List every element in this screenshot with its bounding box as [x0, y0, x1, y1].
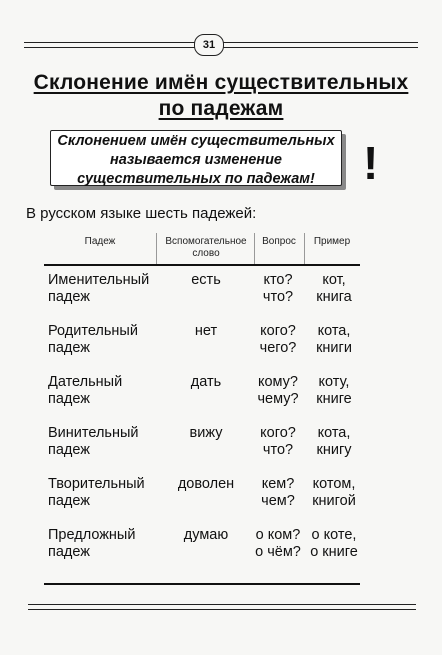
question-cell: [250, 272, 306, 306]
case-name-cell: [48, 527, 160, 561]
example-cell: [306, 527, 362, 561]
aux-word-cell: [168, 272, 244, 289]
question-text: кем?: [261, 476, 295, 492]
cases-table: [44, 233, 360, 263]
header-aux-line-2: слово: [192, 248, 220, 259]
header-example: Пример: [313, 236, 351, 247]
example-cell: [306, 476, 362, 510]
header-aux-word: [156, 236, 256, 260]
case-name-text: Творительный: [48, 476, 145, 492]
header-case: Падеж: [84, 236, 116, 247]
page-number: 31: [194, 34, 224, 56]
header-divider-1: [156, 233, 157, 265]
example-text: о книге: [310, 544, 358, 560]
table-row: [44, 272, 360, 322]
question-cell: [250, 425, 306, 459]
case-name-text: Предложный: [48, 527, 136, 543]
definition-line-2: называется изменение: [110, 152, 282, 168]
table-rule-top: [44, 264, 360, 266]
table-header: [44, 233, 360, 263]
header-aux-line-1: Вспомогательное: [165, 236, 247, 247]
table-row: [44, 323, 360, 373]
example-text: книга: [316, 289, 352, 305]
example-text: кот,: [322, 272, 346, 288]
aux-word-text: доволен: [177, 476, 235, 492]
case-name-cell: [48, 374, 160, 408]
table-rule-bottom: [44, 583, 360, 585]
case-name-text: падеж: [48, 391, 90, 407]
example-cell: [306, 374, 362, 408]
case-name-cell: [48, 272, 160, 306]
case-name-text: Дательный: [48, 374, 123, 390]
example-text: книгой: [312, 493, 356, 509]
footer-rule-bottom: [28, 609, 416, 610]
example-text: книги: [316, 340, 352, 356]
aux-word-text: нет: [194, 323, 218, 339]
case-name-cell: [48, 425, 160, 459]
case-name-text: падеж: [48, 493, 90, 509]
table-row: [44, 527, 360, 577]
header-divider-2: [254, 233, 255, 265]
definition-line-3: существительных по падежам!: [77, 171, 315, 187]
page-title: [22, 70, 420, 122]
example-text: котом,: [312, 476, 356, 492]
aux-word-cell: [168, 476, 244, 493]
title-line-2: по падежам: [158, 97, 284, 120]
example-text: о коте,: [311, 527, 357, 543]
aux-word-cell: [168, 323, 244, 340]
question-text: кого?: [260, 323, 296, 339]
title-line-1: Склонение имён существительных: [33, 71, 409, 94]
aux-word-cell: [168, 374, 244, 391]
question-cell: [250, 323, 306, 357]
question-text: о ком?: [255, 527, 301, 543]
example-text: книге: [316, 391, 352, 407]
question-text: что?: [262, 289, 294, 305]
aux-word-text: думаю: [183, 527, 229, 543]
question-text: кто?: [263, 272, 293, 288]
aux-word-text: дать: [190, 374, 222, 390]
case-name-text: падеж: [48, 442, 90, 458]
question-text: что?: [262, 442, 294, 458]
example-text: кота,: [317, 323, 351, 339]
case-name-text: падеж: [48, 544, 90, 560]
aux-word-text: вижу: [189, 425, 223, 441]
aux-word-cell: [168, 425, 244, 442]
header-question: Вопрос: [262, 236, 296, 247]
example-cell: [306, 272, 362, 306]
table-row: [44, 476, 360, 526]
question-text: кому?: [257, 374, 299, 390]
question-text: чему?: [257, 391, 299, 407]
header-divider-3: [304, 233, 305, 265]
example-cell: [306, 323, 362, 357]
question-cell: [250, 374, 306, 408]
question-text: чего?: [259, 340, 297, 356]
case-name-text: Винительный: [48, 425, 139, 441]
case-name-text: Родительный: [48, 323, 138, 339]
example-cell: [306, 425, 362, 459]
question-text: о чём?: [255, 544, 301, 560]
definition-line-1: Склонением имён существительных: [57, 133, 335, 149]
footer-rule-top: [28, 604, 416, 605]
case-name-cell: [48, 476, 160, 510]
table-row: [44, 374, 360, 424]
aux-word-cell: [168, 527, 244, 544]
intro-text: В русском языке шесть падежей:: [26, 205, 257, 222]
example-text: коту,: [318, 374, 350, 390]
question-text: чем?: [261, 493, 295, 509]
case-name-text: Именительный: [48, 272, 150, 288]
question-cell: [250, 527, 306, 561]
exclamation-mark: !: [363, 137, 379, 189]
case-name-cell: [48, 323, 160, 357]
question-cell: [250, 476, 306, 510]
example-text: кота,: [317, 425, 351, 441]
aux-word-text: есть: [191, 272, 221, 288]
case-name-text: падеж: [48, 289, 90, 305]
example-text: книгу: [316, 442, 352, 458]
case-name-text: падеж: [48, 340, 90, 356]
definition-box: [50, 130, 342, 186]
table-row: [44, 425, 360, 475]
question-text: кого?: [260, 425, 296, 441]
